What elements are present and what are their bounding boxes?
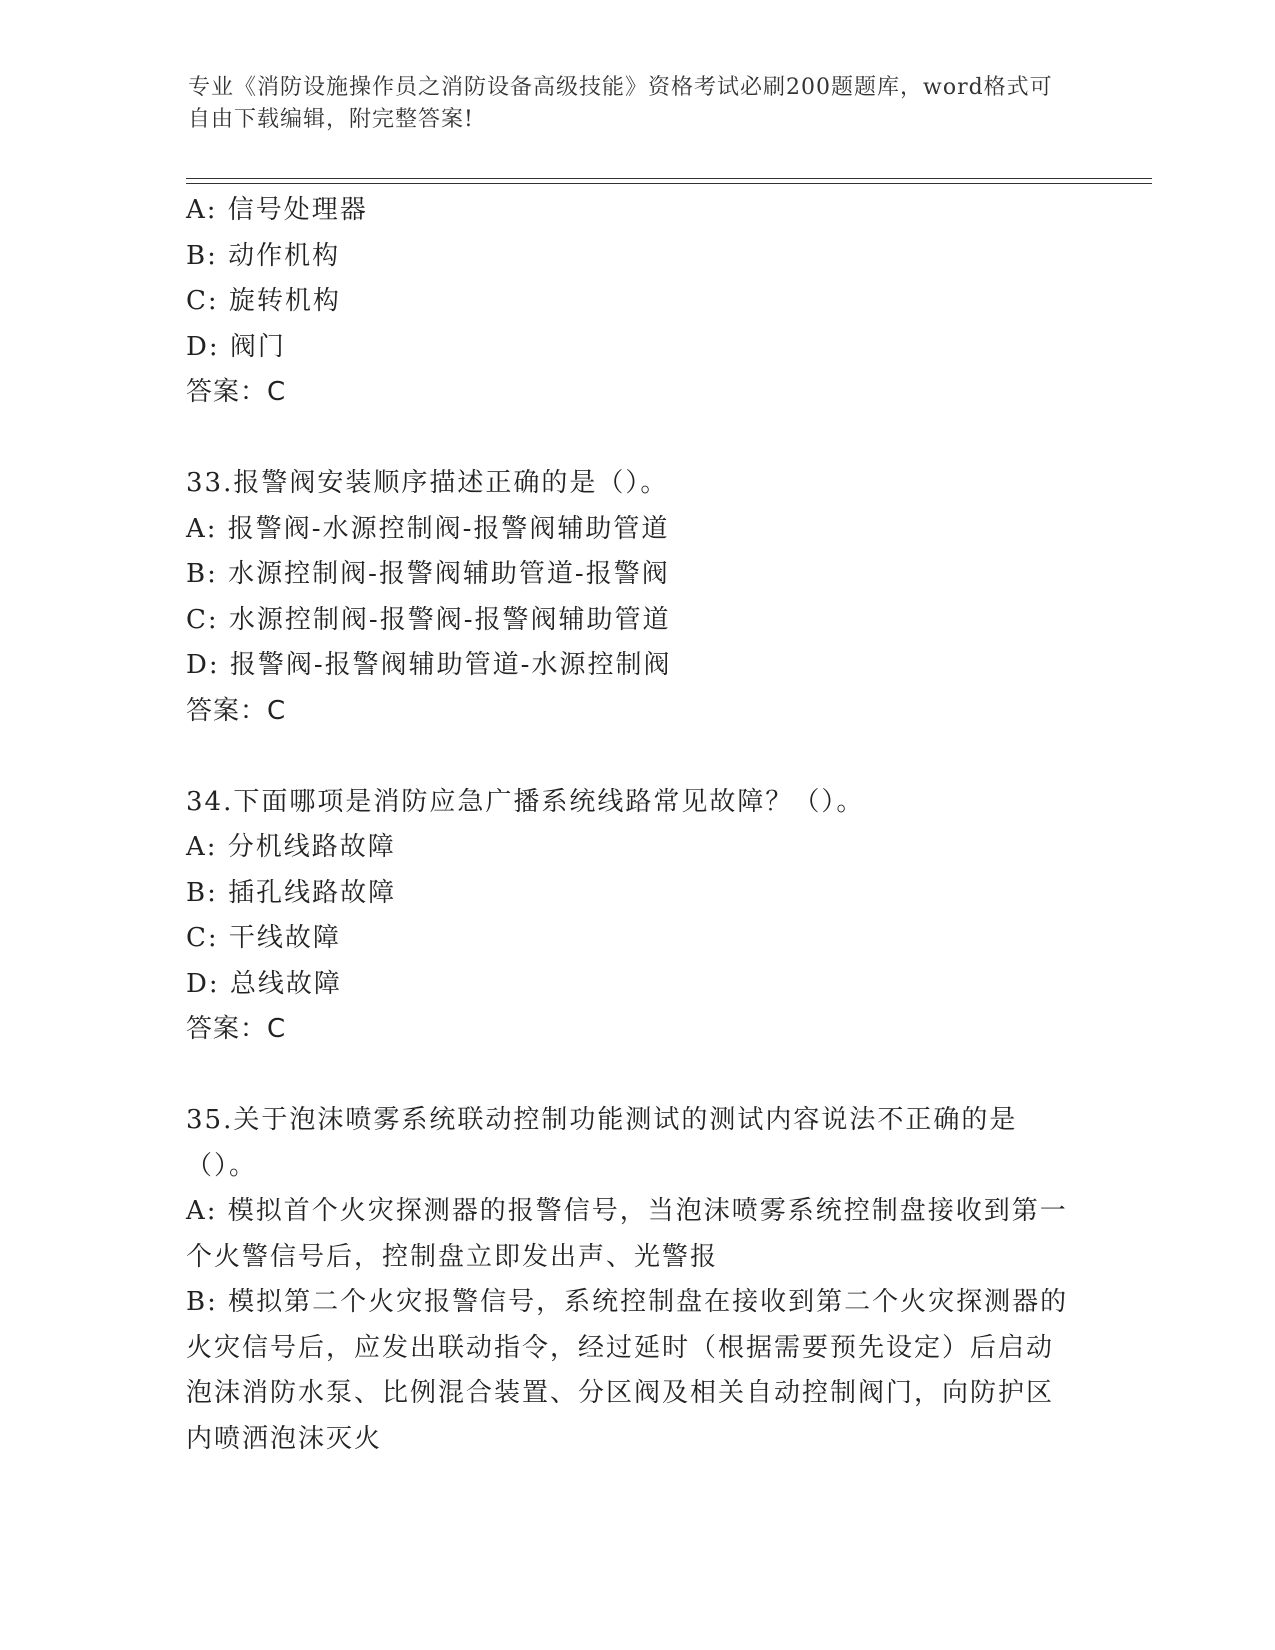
option-a: A: 报警阀-水源控制阀-报警阀辅助管道	[186, 513, 670, 544]
option-b: B: 插孔线路故障	[186, 877, 397, 908]
question-text: 33.报警阀安装顺序描述正确的是（）。	[186, 468, 669, 498]
spacer	[186, 734, 1076, 780]
header-rule-top	[186, 178, 1152, 179]
question-text: 35.关于泡沫喷雾系统联动控制功能测试的测试内容说法不正确的是（）。	[186, 1105, 1018, 1181]
question-block-35	[186, 1098, 1076, 1462]
header-rule-bottom	[186, 183, 1152, 184]
header-text: 专业《消防设施操作员之消防设备高级技能》资格考试必刷200题题库，word格式可自由下载编辑，附完整答案!	[188, 75, 1053, 132]
question-text: 34.下面哪项是消防应急广播系统线路常见故障？（）。	[186, 786, 865, 817]
answer: 答案：C	[186, 377, 287, 407]
option-a: A: 模拟首个火灾探测器的报警信号，当泡沫喷雾系统控制盘接收到第一个火警信号后，控制盘立即发出声、光警报	[186, 1196, 1068, 1272]
spacer	[186, 416, 1076, 462]
option-b: B: 模拟第二个火灾报警信号，系统控制盘在接收到第二个火灾探测器的火灾信号后，应发出联动指令，经过延时（根据需要预先设定）后启动泡沫消防水泵、比例混合装置、分区阀及相关自动控制阀门，向防护区内喷洒泡沫灭火	[186, 1287, 1069, 1454]
option-b: B: 水源控制阀-报警阀辅助管道-报警阀	[186, 559, 670, 589]
document-body	[186, 188, 1076, 1462]
option-b: B: 动作机构	[186, 240, 341, 271]
question-block-34	[186, 780, 1076, 1053]
document-header	[188, 72, 1068, 136]
option-c: C: 水源控制阀-报警阀-报警阀辅助管道	[186, 604, 671, 635]
option-d: D: 阀门	[186, 331, 286, 362]
option-a: A: 信号处理器	[186, 195, 368, 225]
option-a: A: 分机线路故障	[186, 832, 396, 862]
answer: 答案：C	[186, 695, 287, 726]
option-c: C: 旋转机构	[186, 286, 341, 316]
option-d: D: 报警阀-报警阀辅助管道-水源控制阀	[186, 650, 672, 680]
question-block-32	[186, 188, 1076, 416]
answer: 答案：C	[186, 1014, 287, 1044]
question-block-33	[186, 461, 1076, 734]
option-c: C: 干线故障	[186, 923, 341, 953]
spacer	[186, 1053, 1076, 1099]
option-d: D: 总线故障	[186, 968, 342, 999]
